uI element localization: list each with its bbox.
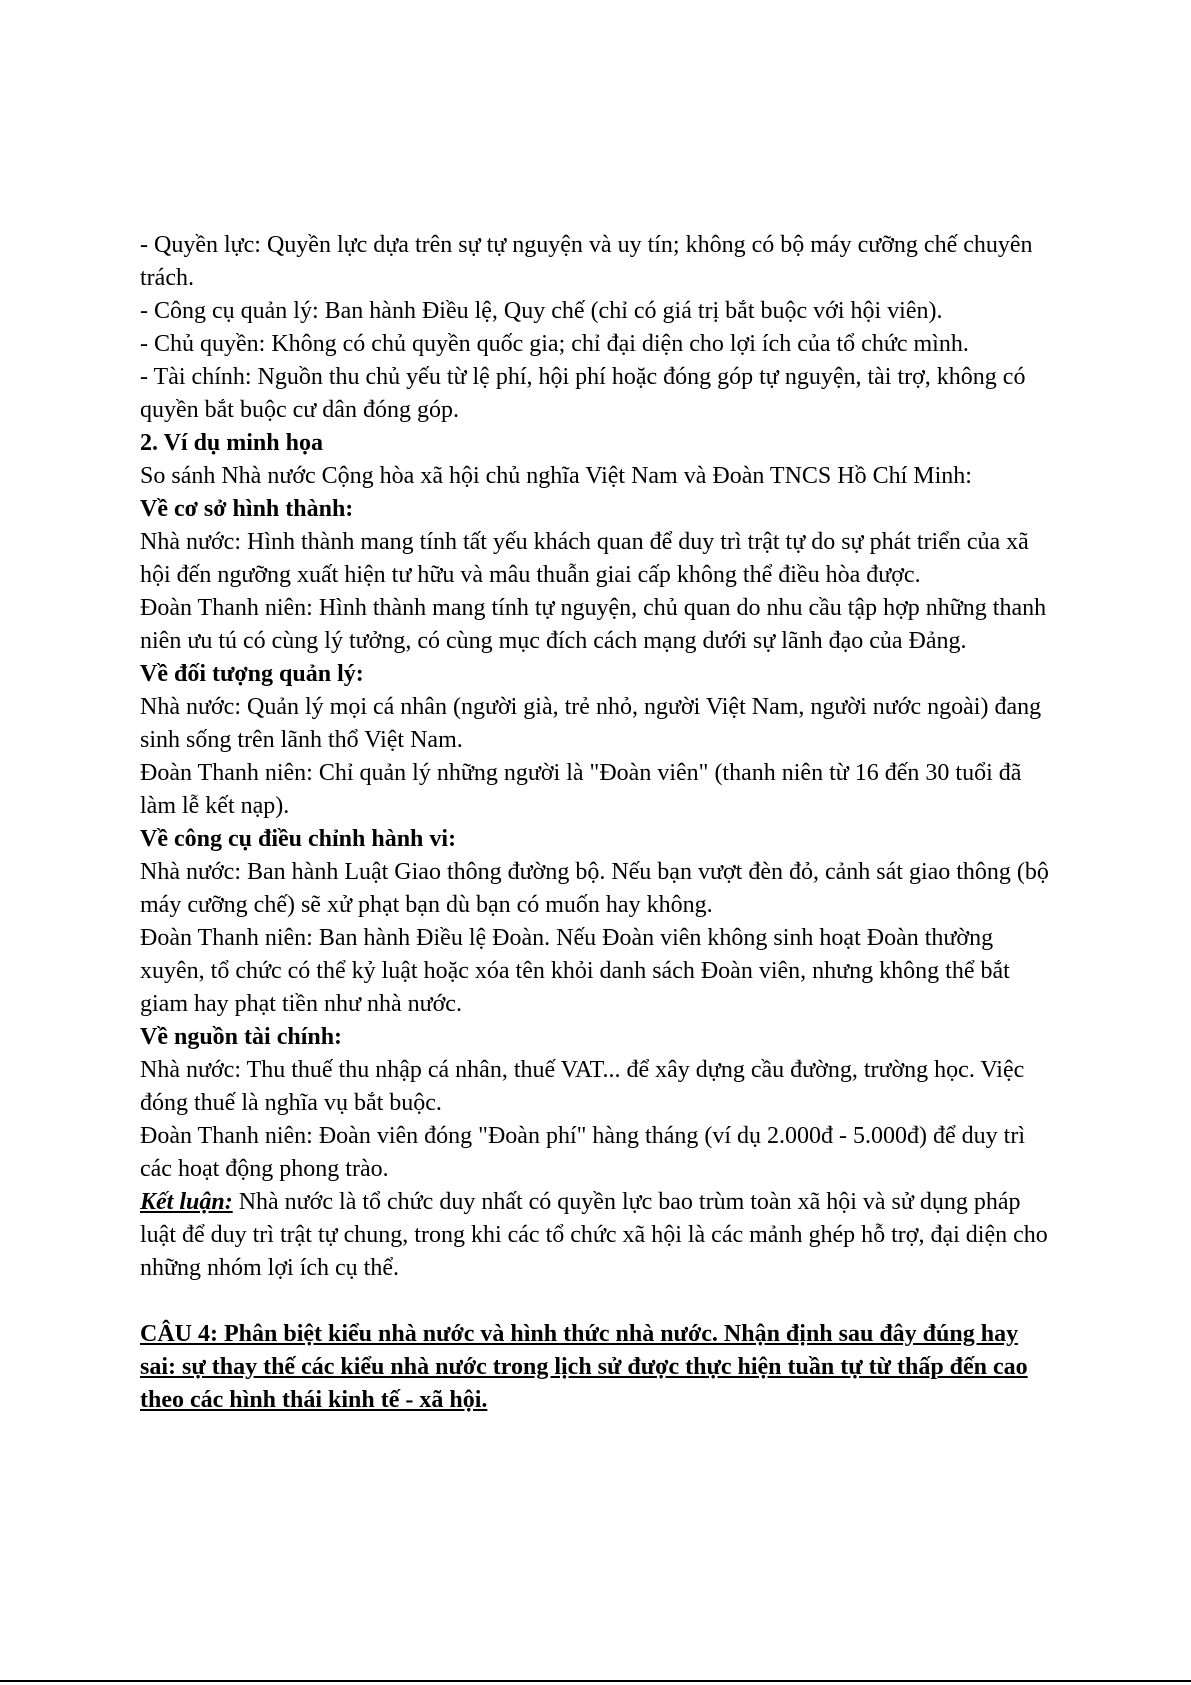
comparison-heading-finance: Về nguồn tài chính: <box>140 1024 343 1050</box>
question-4-heading: CÂU 4: Phân biệt kiểu nhà nước và hình thức nhà nước. Nhận định sau đây đúng hay sai: sự thay thế các kiểu nhà nước trong lịch sử được thực hiện tuần tự từ thấp đến cao theo các hình thái kinh tế - xã hội. <box>140 1321 1028 1413</box>
section2-heading: 2. Ví dụ minh họa <box>140 430 323 456</box>
tools-line: - Công cụ quản lý: Ban hành Điều lệ, Quy chế (chỉ có giá trị bắt buộc với hội viên). <box>140 298 943 324</box>
sovereignty-line: - Chủ quyền: Không có chủ quyền quốc gia; chỉ đại diện cho lợi ích của tổ chức mình. <box>140 331 969 357</box>
comparison-union-formation: Đoàn Thanh niên: Hình thành mang tính tự nguyện, chủ quan do nhu cầu tập hợp những thanh niên ưu tú có cùng lý tưởng, có cùng mục đích cách mạng dưới sự lãnh đạo của Đảng. <box>140 595 1047 654</box>
comparison-union-subjects: Đoàn Thanh niên: Chỉ quản lý những người là "Đoàn viên" (thanh niên từ 16 đến 30 tuổi đã làm lễ kết nạp). <box>140 760 1022 819</box>
document-body <box>140 229 1055 1417</box>
page-bottom-rule <box>0 1680 1191 1682</box>
comparison-heading-subjects: Về đối tượng quản lý: <box>140 661 364 687</box>
paragraph-gap <box>140 1285 1055 1318</box>
conclusion-label: Kết luận: <box>140 1189 233 1215</box>
comparison-union-finance: Đoàn Thanh niên: Đoàn viên đóng "Đoàn phí" hàng tháng (ví dụ 2.000đ - 5.000đ) để duy trì các hoạt động phong trào. <box>140 1123 1025 1182</box>
comparison-heading-tools: Về công cụ điều chỉnh hành vi: <box>140 826 457 852</box>
comparison-state-subjects: Nhà nước: Quản lý mọi cá nhân (người già, trẻ nhỏ, người Việt Nam, người nước ngoài) đang sinh sống trên lãnh thổ Việt Nam. <box>140 694 1042 753</box>
conclusion-paragraph <box>140 1186 1055 1285</box>
comparison-union-tools: Đoàn Thanh niên: Ban hành Điều lệ Đoàn. Nếu Đoàn viên không sinh hoạt Đoàn thường xuyên, tổ chức có thể kỷ luật hoặc xóa tên khỏi danh sách Đoàn viên, nhưng không thể bắt giam hay phạt tiền như nhà nước. <box>140 925 1010 1017</box>
comparison-state-tools: Nhà nước: Ban hành Luật Giao thông đường bộ. Nếu bạn vượt đèn đỏ, cảnh sát giao thông (bộ máy cưỡng chế) sẽ xử phạt bạn dù bạn có muốn hay không. <box>140 859 1049 918</box>
comparison-state-finance: Nhà nước: Thu thuế thu nhập cá nhân, thuế VAT... để xây dựng cầu đường, trường học. Việc đóng thuế là nghĩa vụ bắt buộc. <box>140 1057 1025 1116</box>
finance-line: - Tài chính: Nguồn thu chủ yếu từ lệ phí, hội phí hoặc đóng góp tự nguyện, tài trợ, không có quyền bắt buộc cư dân đóng góp. <box>140 364 1026 423</box>
power-line: - Quyền lực: Quyền lực dựa trên sự tự nguyện và uy tín; không có bộ máy cưỡng chế chuyên trách. <box>140 232 1033 291</box>
comparison-heading-formation: Về cơ sở hình thành: <box>140 496 354 522</box>
comparison-state-formation: Nhà nước: Hình thành mang tính tất yếu khách quan để duy trì trật tự do sự phát triển của xã hội đến ngưỡng xuất hiện tư hữu và mâu thuẫn giai cấp không thể điều hòa được. <box>140 529 1029 588</box>
conclusion-text: Nhà nước là tổ chức duy nhất có quyền lực bao trùm toàn xã hội và sử dụng pháp luật để duy trì trật tự chung, trong khi các tổ chức xã hội là các mảnh ghép hỗ trợ, đại diện cho những nhóm lợi ích cụ thể. <box>140 1189 1048 1281</box>
section2-intro: So sánh Nhà nước Cộng hòa xã hội chủ nghĩa Việt Nam và Đoàn TNCS Hồ Chí Minh: <box>140 463 972 489</box>
